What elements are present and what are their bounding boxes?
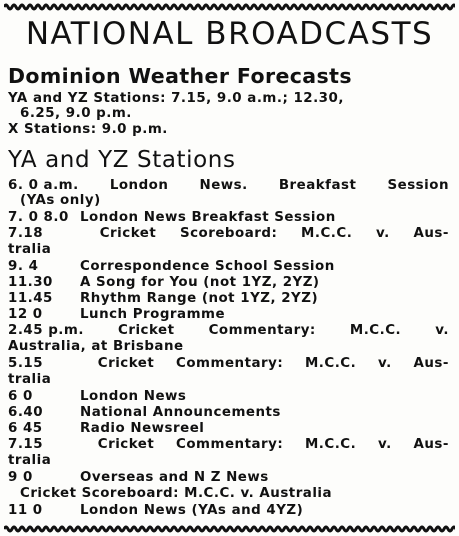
schedule-row-1: 6. 0 a.m. London News. Breakfast Session (8, 178, 449, 193)
schedule-row-10: 6 0 London News (8, 389, 187, 404)
schedule-row-11: 6.40 National Announcements (8, 405, 281, 420)
top-wavy-border (4, 2, 455, 12)
schedule-row-9: 5.15 Cricket Commentary: M.C.C. v. Aus- (8, 356, 449, 371)
schedule-row-8: 2.45 p.m. Cricket Commentary: M.C.C. v. (8, 323, 449, 338)
ya-yz-forecast-times: YA and YZ Stations: 7.15, 9.0 a.m.; 12.30, (8, 91, 344, 106)
schedule-row-13-cont: tralia (8, 453, 52, 468)
x-stations-forecast-time: X Stations: 9.0 p.m. (8, 122, 168, 137)
schedule-row-2: 7. 0 8.0 London News Breakfast Session (8, 210, 336, 225)
schedule-row-8-cont: Australia, at Brisbane (8, 339, 184, 354)
schedule-row-15: 11 0 London News (YAs and 4YZ) (8, 503, 304, 518)
schedule-row-14-cont: Cricket Scoreboard: M.C.C. v. Australia (20, 486, 333, 501)
schedule-row-3-cont: tralia (8, 242, 52, 257)
schedule-row-9-cont: tralia (8, 372, 52, 387)
schedule-row-5: 11.30 A Song for You (not 1YZ, 2YZ) (8, 275, 320, 290)
page-title: NATIONAL BROADCASTS (25, 16, 434, 52)
weather-heading: Dominion Weather Forecasts (8, 64, 352, 88)
schedule-row-1-cont: (YAs only) (20, 193, 101, 208)
schedule-row-3: 7.18 Cricket Scoreboard: M.C.C. v. Aus- (8, 226, 449, 241)
schedule-row-12: 6 45 Radio Newsreel (8, 421, 205, 436)
ya-yz-forecast-times-cont: 6.25, 9.0 p.m. (20, 106, 132, 121)
schedule-row-7: 12 0 Lunch Programme (8, 307, 226, 322)
bottom-wavy-border (4, 524, 455, 534)
schedule-row-13: 7.15 Cricket Commentary: M.C.C. v. Aus- (8, 437, 449, 452)
schedule-row-6: 11.45 Rhythm Range (not 1YZ, 2YZ) (8, 291, 319, 306)
schedule-heading: YA and YZ Stations (8, 147, 236, 173)
schedule-row-14: 9 0 Overseas and N Z News (8, 470, 269, 485)
schedule-row-4: 9. 4 Correspondence School Session (8, 259, 335, 274)
